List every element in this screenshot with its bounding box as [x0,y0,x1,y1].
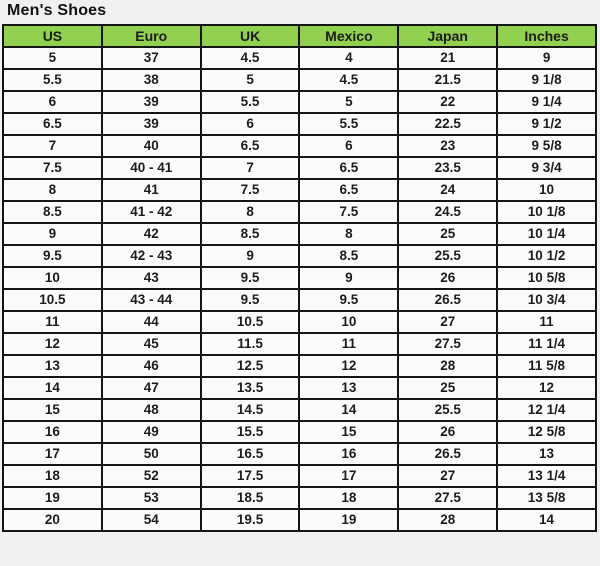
table-cell: 25.5 [398,399,497,421]
table-cell: 39 [102,91,201,113]
table-row [3,333,596,355]
table-cell: 5 [3,47,102,69]
table-cell: 17 [299,465,398,487]
table-cell: 11 [299,333,398,355]
table-cell: 10 [299,311,398,333]
shoe-size-conversion-table [2,24,597,532]
table-cell: 15 [299,421,398,443]
table-cell: 9 [299,267,398,289]
table-cell: 8 [3,179,102,201]
table-cell: 18 [3,465,102,487]
table-cell: 41 - 42 [102,201,201,223]
table-cell: 28 [398,355,497,377]
table-cell: 9 5/8 [497,135,596,157]
table-cell: 8.5 [3,201,102,223]
table-cell: 15.5 [201,421,300,443]
table-row [3,245,596,267]
table-cell: 26 [398,421,497,443]
table-row [3,355,596,377]
table-row [3,223,596,245]
table-cell: 44 [102,311,201,333]
table-cell: 9 [3,223,102,245]
table-cell: 38 [102,69,201,91]
table-cell: 9.5 [201,267,300,289]
table-cell: 15 [3,399,102,421]
table-cell: 12.5 [201,355,300,377]
table-cell: 27.5 [398,333,497,355]
table-cell: 10 1/2 [497,245,596,267]
table-cell: 21 [398,47,497,69]
table-cell: 14 [3,377,102,399]
table-row [3,509,596,531]
table-body [3,47,596,531]
column-header-us: US [3,25,102,47]
table-cell: 20 [3,509,102,531]
table-cell: 12 [3,333,102,355]
table-cell: 11.5 [201,333,300,355]
table-cell: 42 [102,223,201,245]
table-cell: 10.5 [3,289,102,311]
table-cell: 22.5 [398,113,497,135]
table-cell: 27.5 [398,487,497,509]
table-cell: 43 - 44 [102,289,201,311]
table-cell: 7.5 [3,157,102,179]
table-cell: 11 5/8 [497,355,596,377]
table-cell: 10 [3,267,102,289]
table-row [3,47,596,69]
table-cell: 16.5 [201,443,300,465]
table-cell: 19 [299,509,398,531]
table-row [3,311,596,333]
table-cell: 16 [3,421,102,443]
table-row [3,179,596,201]
table-row [3,135,596,157]
table-cell: 50 [102,443,201,465]
table-cell: 42 - 43 [102,245,201,267]
table-cell: 6 [201,113,300,135]
table-header-row [3,25,596,47]
table-row [3,465,596,487]
table-cell: 43 [102,267,201,289]
table-cell: 8.5 [201,223,300,245]
table-row [3,399,596,421]
column-header-mexico: Mexico [299,25,398,47]
table-cell: 47 [102,377,201,399]
table-cell: 27 [398,465,497,487]
table-row [3,487,596,509]
table-cell: 13 5/8 [497,487,596,509]
table-cell: 40 [102,135,201,157]
table-cell: 9.5 [3,245,102,267]
table-cell: 14 [299,399,398,421]
table-cell: 12 1/4 [497,399,596,421]
table-row [3,421,596,443]
table-cell: 9 [497,47,596,69]
table-cell: 14 [497,509,596,531]
table-cell: 5.5 [3,69,102,91]
table-cell: 10 [497,179,596,201]
table-cell: 9 1/4 [497,91,596,113]
table-cell: 7 [201,157,300,179]
table-cell: 13 [3,355,102,377]
table-cell: 19 [3,487,102,509]
table-cell: 5 [299,91,398,113]
table-cell: 17 [3,443,102,465]
table-cell: 9.5 [201,289,300,311]
table-cell: 9.5 [299,289,398,311]
table-cell: 8 [201,201,300,223]
table-cell: 23 [398,135,497,157]
table-cell: 5 [201,69,300,91]
table-cell: 11 [3,311,102,333]
table-cell: 12 5/8 [497,421,596,443]
table-cell: 27 [398,311,497,333]
table-row [3,113,596,135]
table-cell: 12 [299,355,398,377]
table-cell: 22 [398,91,497,113]
table-cell: 40 - 41 [102,157,201,179]
table-cell: 11 1/4 [497,333,596,355]
table-cell: 25 [398,223,497,245]
table-cell: 6.5 [201,135,300,157]
table-cell: 23.5 [398,157,497,179]
table-cell: 17.5 [201,465,300,487]
table-row [3,377,596,399]
column-header-inches: Inches [497,25,596,47]
table-cell: 5.5 [201,91,300,113]
table-cell: 37 [102,47,201,69]
table-cell: 9 [201,245,300,267]
table-cell: 46 [102,355,201,377]
table-cell: 6 [299,135,398,157]
table-cell: 52 [102,465,201,487]
table-cell: 10 1/8 [497,201,596,223]
table-cell: 11 [497,311,596,333]
table-cell: 9 1/2 [497,113,596,135]
table-cell: 13 [497,443,596,465]
table-cell: 10.5 [201,311,300,333]
table-row [3,69,596,91]
column-header-euro: Euro [102,25,201,47]
table-cell: 24.5 [398,201,497,223]
table-row [3,157,596,179]
table-cell: 19.5 [201,509,300,531]
table-cell: 53 [102,487,201,509]
table-row [3,201,596,223]
column-header-uk: UK [201,25,300,47]
table-cell: 49 [102,421,201,443]
column-header-japan: Japan [398,25,497,47]
table-cell: 24 [398,179,497,201]
table-cell: 25.5 [398,245,497,267]
table-cell: 14.5 [201,399,300,421]
table-cell: 10 5/8 [497,267,596,289]
table-cell: 4.5 [201,47,300,69]
table-row [3,443,596,465]
table-row [3,267,596,289]
table-cell: 10 3/4 [497,289,596,311]
table-cell: 5.5 [299,113,398,135]
table-cell: 26.5 [398,443,497,465]
table-cell: 16 [299,443,398,465]
table-cell: 28 [398,509,497,531]
table-cell: 6.5 [3,113,102,135]
table-cell: 45 [102,333,201,355]
table-cell: 18 [299,487,398,509]
table-cell: 6.5 [299,157,398,179]
table-cell: 10 1/4 [497,223,596,245]
table-cell: 21.5 [398,69,497,91]
table-cell: 13 1/4 [497,465,596,487]
table-cell: 8 [299,223,398,245]
table-cell: 18.5 [201,487,300,509]
table-cell: 7 [3,135,102,157]
table-cell: 26.5 [398,289,497,311]
table-cell: 4 [299,47,398,69]
table-row [3,289,596,311]
table-cell: 54 [102,509,201,531]
table-cell: 12 [497,377,596,399]
table-row [3,91,596,113]
table-cell: 8.5 [299,245,398,267]
table-cell: 41 [102,179,201,201]
table-cell: 13.5 [201,377,300,399]
table-cell: 48 [102,399,201,421]
table-cell: 9 1/8 [497,69,596,91]
table-cell: 7.5 [299,201,398,223]
table-cell: 13 [299,377,398,399]
table-cell: 25 [398,377,497,399]
table-cell: 9 3/4 [497,157,596,179]
table-cell: 4.5 [299,69,398,91]
table-cell: 26 [398,267,497,289]
table-cell: 6.5 [299,179,398,201]
table-cell: 39 [102,113,201,135]
page-title: Men's Shoes [7,2,107,19]
table-cell: 7.5 [201,179,300,201]
table-cell: 6 [3,91,102,113]
